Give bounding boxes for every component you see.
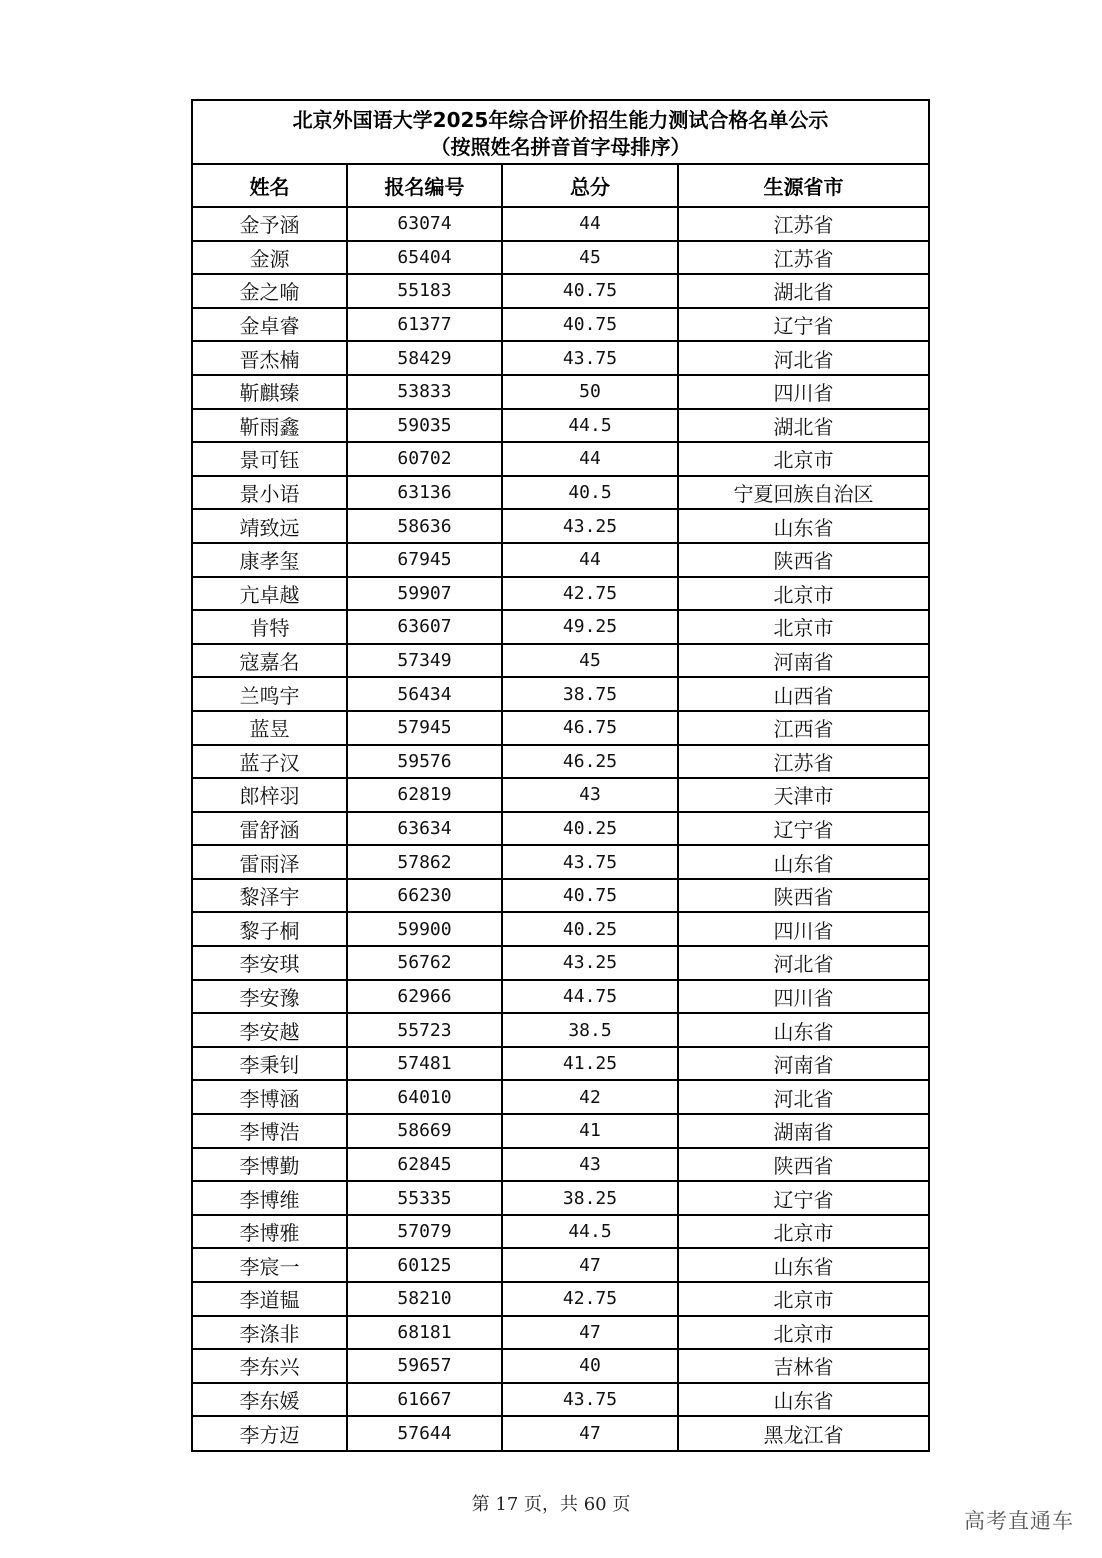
cell-total-score: 40.25 — [502, 912, 678, 946]
column-header-total-score: 总分 — [502, 165, 678, 207]
cell-province: 江苏省 — [678, 241, 928, 275]
table-row — [193, 341, 928, 375]
cell-total-score: 43 — [502, 1148, 678, 1182]
cell-registration-id: 68181 — [347, 1316, 502, 1350]
column-header-province: 生源省市 — [678, 165, 928, 207]
cell-total-score: 40.75 — [502, 308, 678, 342]
cell-name: 金之喻 — [193, 274, 347, 308]
cell-total-score: 40.25 — [502, 812, 678, 846]
cell-name: 李道韫 — [193, 1282, 347, 1316]
cell-name: 黎子桐 — [193, 912, 347, 946]
cell-name: 李博雅 — [193, 1215, 347, 1249]
cell-name: 金予涵 — [193, 207, 347, 241]
cell-total-score: 44 — [502, 543, 678, 577]
cell-name: 李涤非 — [193, 1316, 347, 1350]
cell-total-score: 41 — [502, 1114, 678, 1148]
table-body — [193, 207, 928, 1450]
cell-province: 辽宁省 — [678, 1181, 928, 1215]
cell-registration-id: 64010 — [347, 1080, 502, 1114]
table-row — [193, 476, 928, 510]
cell-province: 河南省 — [678, 1047, 928, 1081]
cell-province: 山东省 — [678, 1248, 928, 1282]
cell-province: 湖北省 — [678, 274, 928, 308]
cell-name: 黎泽宇 — [193, 879, 347, 913]
page-number: 第 17 页，共 60 页 — [471, 1494, 631, 1515]
cell-registration-id: 58429 — [347, 341, 502, 375]
table-row — [193, 375, 928, 409]
cell-total-score: 38.25 — [502, 1181, 678, 1215]
cell-total-score: 44.75 — [502, 980, 678, 1014]
title-block — [193, 101, 928, 165]
cell-total-score: 38.75 — [502, 677, 678, 711]
table-row — [193, 745, 928, 779]
cell-name: 雷舒涵 — [193, 812, 347, 846]
table-row — [193, 577, 928, 611]
cell-name: 兰鸣宇 — [193, 677, 347, 711]
cell-province: 宁夏回族自治区 — [678, 476, 928, 510]
cell-total-score: 43 — [502, 778, 678, 812]
cell-registration-id: 60702 — [347, 442, 502, 476]
cell-registration-id: 57079 — [347, 1215, 502, 1249]
cell-province: 陕西省 — [678, 543, 928, 577]
cell-name: 李安琪 — [193, 946, 347, 980]
cell-province: 辽宁省 — [678, 812, 928, 846]
cell-province: 北京市 — [678, 577, 928, 611]
cell-province: 北京市 — [678, 1215, 928, 1249]
cell-name: 李博浩 — [193, 1114, 347, 1148]
cell-registration-id: 55335 — [347, 1181, 502, 1215]
cell-total-score: 43.75 — [502, 1383, 678, 1417]
table-row — [193, 1349, 928, 1383]
cell-name: 李宸一 — [193, 1248, 347, 1282]
cell-registration-id: 63136 — [347, 476, 502, 510]
cell-name: 李方迈 — [193, 1416, 347, 1450]
cell-province: 江西省 — [678, 711, 928, 745]
cell-province: 山西省 — [678, 677, 928, 711]
table-row — [193, 711, 928, 745]
cell-name: 靳麒臻 — [193, 375, 347, 409]
cell-province: 河北省 — [678, 1080, 928, 1114]
table-row — [193, 543, 928, 577]
cell-province: 北京市 — [678, 1316, 928, 1350]
cell-name: 肯特 — [193, 610, 347, 644]
cell-registration-id: 58636 — [347, 509, 502, 543]
cell-name: 蓝昱 — [193, 711, 347, 745]
cell-registration-id: 61667 — [347, 1383, 502, 1417]
cell-total-score: 41.25 — [502, 1047, 678, 1081]
cell-registration-id: 66230 — [347, 879, 502, 913]
cell-province: 四川省 — [678, 912, 928, 946]
cell-name: 李博维 — [193, 1181, 347, 1215]
cell-registration-id: 59035 — [347, 409, 502, 443]
cell-province: 北京市 — [678, 442, 928, 476]
cell-name: 李安越 — [193, 1013, 347, 1047]
cell-total-score: 40.75 — [502, 274, 678, 308]
cell-name: 李安豫 — [193, 980, 347, 1014]
cell-name: 雷雨泽 — [193, 845, 347, 879]
cell-registration-id: 65404 — [347, 241, 502, 275]
cell-registration-id: 56762 — [347, 946, 502, 980]
cell-registration-id: 63074 — [347, 207, 502, 241]
table-row — [193, 1248, 928, 1282]
table-row — [193, 644, 928, 678]
cell-province: 湖南省 — [678, 1114, 928, 1148]
cell-total-score: 38.5 — [502, 1013, 678, 1047]
table-row — [193, 1047, 928, 1081]
cell-province: 北京市 — [678, 610, 928, 644]
cell-name: 李博勤 — [193, 1148, 347, 1182]
table-row — [193, 509, 928, 543]
cell-registration-id: 57349 — [347, 644, 502, 678]
table-row — [193, 1181, 928, 1215]
cell-name: 景小语 — [193, 476, 347, 510]
table-row — [193, 912, 928, 946]
cell-registration-id: 58669 — [347, 1114, 502, 1148]
cell-province: 吉林省 — [678, 1349, 928, 1383]
cell-registration-id: 59657 — [347, 1349, 502, 1383]
cell-name: 晋杰楠 — [193, 341, 347, 375]
cell-total-score: 43.75 — [502, 341, 678, 375]
cell-name: 靳雨鑫 — [193, 409, 347, 443]
cell-total-score: 43.25 — [502, 946, 678, 980]
cell-name: 景可钰 — [193, 442, 347, 476]
table-row — [193, 677, 928, 711]
cell-total-score: 42 — [502, 1080, 678, 1114]
document-title: 北京外国语大学2025年综合评价招生能力测试合格名单公示 — [292, 108, 829, 132]
table-row — [193, 308, 928, 342]
cell-total-score: 47 — [502, 1248, 678, 1282]
cell-total-score: 47 — [502, 1416, 678, 1450]
cell-province: 山东省 — [678, 845, 928, 879]
table-row — [193, 409, 928, 443]
column-header-name: 姓名 — [193, 165, 347, 207]
cell-province: 天津市 — [678, 778, 928, 812]
cell-registration-id: 59576 — [347, 745, 502, 779]
cell-registration-id: 58210 — [347, 1282, 502, 1316]
cell-province: 北京市 — [678, 1282, 928, 1316]
cell-total-score: 46.25 — [502, 745, 678, 779]
cell-registration-id: 61377 — [347, 308, 502, 342]
cell-registration-id: 55183 — [347, 274, 502, 308]
cell-total-score: 47 — [502, 1316, 678, 1350]
cell-name: 金卓睿 — [193, 308, 347, 342]
cell-province: 山东省 — [678, 1013, 928, 1047]
cell-total-score: 43.75 — [502, 845, 678, 879]
cell-registration-id: 59900 — [347, 912, 502, 946]
table-row — [193, 980, 928, 1014]
table-row — [193, 1416, 928, 1450]
table-row — [193, 1114, 928, 1148]
cell-total-score: 40.75 — [502, 879, 678, 913]
cell-registration-id: 62819 — [347, 778, 502, 812]
cell-registration-id: 62966 — [347, 980, 502, 1014]
cell-name: 金源 — [193, 241, 347, 275]
cell-total-score: 42.75 — [502, 1282, 678, 1316]
table-row — [193, 207, 928, 241]
cell-province: 江苏省 — [678, 207, 928, 241]
cell-total-score: 45 — [502, 644, 678, 678]
table-row — [193, 442, 928, 476]
cell-province: 山东省 — [678, 509, 928, 543]
column-header-registration-id: 报名编号 — [347, 165, 502, 207]
cell-total-score: 43.25 — [502, 509, 678, 543]
cell-total-score: 45 — [502, 241, 678, 275]
table-header-row — [193, 165, 928, 207]
table-row — [193, 1080, 928, 1114]
table-row — [193, 1148, 928, 1182]
cell-province: 河南省 — [678, 644, 928, 678]
results-table — [193, 165, 928, 1450]
cell-total-score: 46.75 — [502, 711, 678, 745]
table-row — [193, 778, 928, 812]
watermark: 高考直通车 — [964, 1509, 1074, 1533]
cell-province: 陕西省 — [678, 879, 928, 913]
cell-registration-id: 63607 — [347, 610, 502, 644]
cell-name: 李博涵 — [193, 1080, 347, 1114]
table-row — [193, 1383, 928, 1417]
cell-total-score: 49.25 — [502, 610, 678, 644]
document-subtitle: （按照姓名拼音首字母排序） — [430, 135, 691, 159]
cell-registration-id: 63634 — [347, 812, 502, 846]
results-document — [191, 99, 930, 1452]
cell-registration-id: 55723 — [347, 1013, 502, 1047]
cell-registration-id: 57862 — [347, 845, 502, 879]
cell-registration-id: 57945 — [347, 711, 502, 745]
cell-province: 河北省 — [678, 946, 928, 980]
cell-province: 四川省 — [678, 375, 928, 409]
table-row — [193, 1316, 928, 1350]
cell-registration-id: 60125 — [347, 1248, 502, 1282]
cell-registration-id: 62845 — [347, 1148, 502, 1182]
cell-total-score: 44.5 — [502, 1215, 678, 1249]
cell-registration-id: 59907 — [347, 577, 502, 611]
cell-total-score: 50 — [502, 375, 678, 409]
cell-province: 陕西省 — [678, 1148, 928, 1182]
cell-name: 蓝子汉 — [193, 745, 347, 779]
cell-name: 寇嘉名 — [193, 644, 347, 678]
cell-name: 李东媛 — [193, 1383, 347, 1417]
cell-total-score: 40.5 — [502, 476, 678, 510]
cell-total-score: 44.5 — [502, 409, 678, 443]
cell-name: 靖致远 — [193, 509, 347, 543]
table-row — [193, 1215, 928, 1249]
table-row — [193, 241, 928, 275]
cell-name: 郎梓羽 — [193, 778, 347, 812]
cell-province: 四川省 — [678, 980, 928, 1014]
table-row — [193, 1013, 928, 1047]
cell-registration-id: 67945 — [347, 543, 502, 577]
cell-province: 黑龙江省 — [763, 1423, 844, 1448]
cell-name: 李秉钊 — [193, 1047, 347, 1081]
cell-registration-id: 56434 — [347, 677, 502, 711]
cell-registration-id: 53833 — [347, 375, 502, 409]
cell-name: 康孝玺 — [193, 543, 347, 577]
cell-registration-id: 57644 — [347, 1416, 502, 1450]
cell-registration-id: 57481 — [347, 1047, 502, 1081]
cell-province: 湖北省 — [678, 409, 928, 443]
cell-province: 辽宁省 — [678, 308, 928, 342]
cell-province: 江苏省 — [678, 745, 928, 779]
table-row — [193, 610, 928, 644]
cell-total-score: 42.75 — [502, 577, 678, 611]
cell-province: 山东省 — [678, 1383, 928, 1417]
cell-name: 亢卓越 — [193, 577, 347, 611]
table-row — [193, 845, 928, 879]
cell-total-score: 40 — [502, 1349, 678, 1383]
table-row — [193, 946, 928, 980]
cell-province: 河北省 — [678, 341, 928, 375]
table-row — [193, 1282, 928, 1316]
cell-total-score: 44 — [502, 442, 678, 476]
table-row — [193, 879, 928, 913]
cell-total-score: 44 — [502, 207, 678, 241]
table-row — [193, 812, 928, 846]
cell-name: 李东兴 — [193, 1349, 347, 1383]
table-row — [193, 274, 928, 308]
